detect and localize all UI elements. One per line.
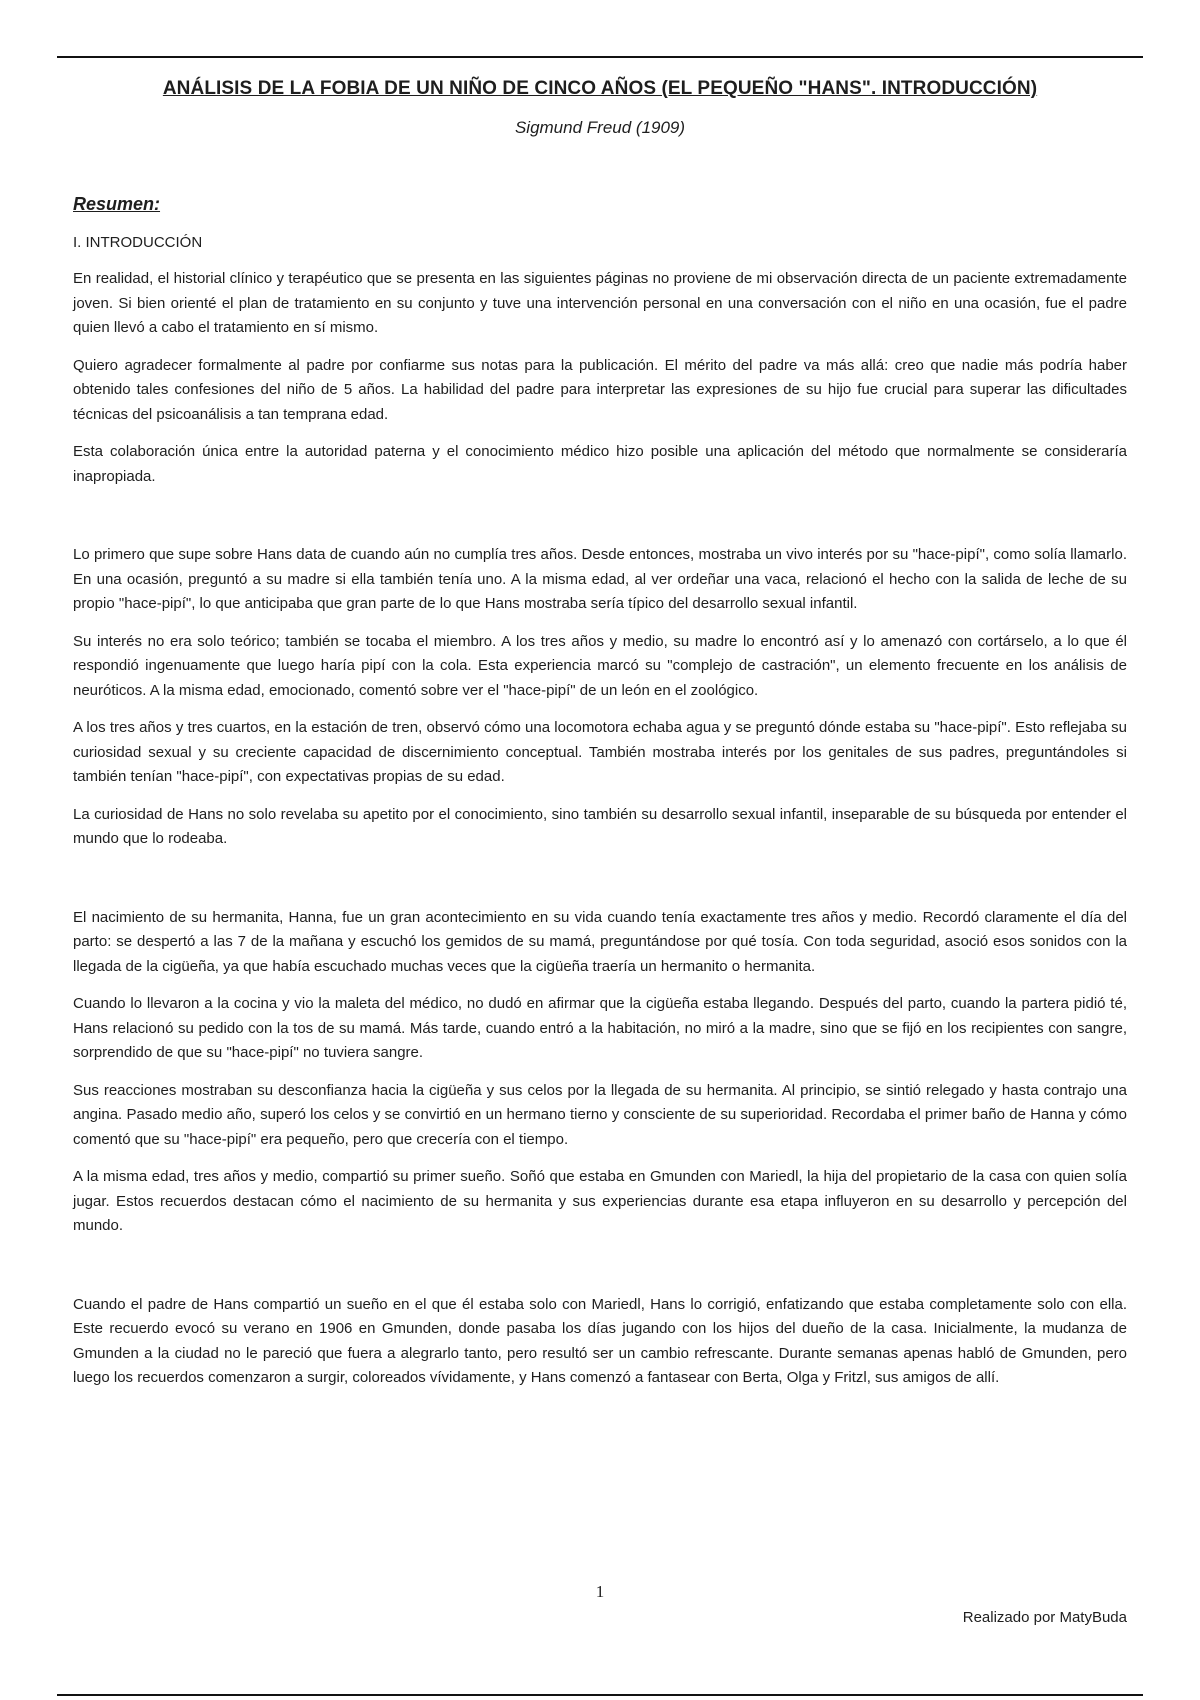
- top-rule: [57, 56, 1143, 58]
- paragraph: A los tres años y tres cuartos, en la estación de tren, observó cómo una locomotora echaba agua y se preguntó dónde estaba su "hace-pipí". Esto reflejaba su curiosidad sexual y su creciente capacidad de discernimiento conceptual. También mostraba interés por los genitales de sus padres, preguntándoles si también tenían "hace-pipí", con expectativas propias de su edad.: [73, 719, 1127, 785]
- document-body: [73, 70, 1127, 1391]
- paragraph: Lo primero que supe sobre Hans data de cuando aún no cumplía tres años. Desde entonces, mostraba un vivo interés por su "hace-pipí", como solía llamarlo. En una ocasión, preguntó a su madre si ella también tenía uno. A la misma edad, al ver ordeñar una vaca, relacionó el hecho con la salida de leche de su propio "hace-pipí", lo que anticipaba que gran parte de lo que Hans mostraba sería típico del desarrollo sexual infantil.: [73, 546, 1127, 612]
- paragraph: Cuando lo llevaron a la cocina y vio la maleta del médico, no dudó en afirmar que la cigüeña estaba llegando. Después del parto, cuando la partera pidió té, Hans relacionó su pedido con la tos de su mamá. Más tarde, cuando entró a la habitación, no miró a la madre, sino que se fijó en los recipientes con sangre, sorprendido de que su "hace-pipí" no tuviera sangre.: [73, 995, 1127, 1061]
- paragraph: Esta colaboración única entre la autoridad paterna y el conocimiento médico hizo posible una aplicación del método que normalmente se consideraría inapropiada.: [73, 443, 1127, 485]
- document-author: Sigmund Freud (1909): [514, 118, 686, 137]
- paragraph: Su interés no era solo teórico; también se tocaba el miembro. A los tres años y medio, su madre lo encontró así y lo amenazó con cortárselo, a lo que él respondió ingenuamente que luego haría pipí con la cola. Esta experiencia marcó su "complejo de castración", un elemento frecuente en los análisis de neuróticos. A la misma edad, emocionado, comentó sobre ver el "hace-pipí" de un león en el zoológico.: [73, 632, 1127, 699]
- paragraph: Sus reacciones mostraban su desconfianza hacia la cigüeña y sus celos por la llegada de su hermanita. Al principio, se sintió relegado y hasta contrajo una angina. Pasado medio año, superó los celos y se convirtió en un hermano tierno y consciente de su superioridad. Recordaba el primer baño de Hanna y cómo comentó que su "hace-pipí" era pequeño, pero que crecería con el tiempo.: [73, 1081, 1127, 1148]
- paragraph: El nacimiento de su hermanita, Hanna, fue un gran acontecimiento en su vida cuando tenía exactamente tres años y medio. Recordó claramente el día del parto: se despertó a las 7 de la mañana y escuchó los gemidos de su mamá, preguntándose por qué tosía. Con toda seguridad, asoció esos sonidos con la llegada de la cigüeña, ya que había escuchado muchas veces que la cigüeña traería un hermanito o hermanita.: [73, 908, 1127, 975]
- author-credit: Realizado por MatyBuda: [962, 1609, 1127, 1626]
- bottom-rule: [57, 1694, 1143, 1696]
- paragraph: A la misma edad, tres años y medio, compartió su primer sueño. Soñó que estaba en Gmunden con Mariedl, la hija del propietario de la casa con quien solía jugar. Estos recuerdos destacan cómo el nacimiento de su hermanita y sus experiencias durante esa etapa influyeron en su desarrollo y percepción del mundo.: [73, 1168, 1127, 1234]
- paragraph: Cuando el padre de Hans compartió un sueño en el que él estaba solo con Mariedl, Hans lo corrigió, enfatizando que estaba completamente solo con ella. Este recuerdo evocó su verano en 1906 en Gmunden, donde pasaba los días jugando con los hijos del dueño de la casa. Inicialmente, la mudanza de Gmunden a la ciudad no le pareció que fuera a alegrarlo tanto, pero resultó ser un cambio refrescante. Durante semanas apenas habló de Gmunden, pero luego los recuerdos comenzaron a surgir, coloreados vívidamente, y Hans comenzó a fantasear con Berta, Olga y Fritzl, sus amigos de allí.: [73, 1295, 1127, 1386]
- summary-label: Resumen:: [73, 194, 161, 214]
- paragraph: En realidad, el historial clínico y terapéutico que se presenta en las siguientes páginas no proviene de mi observación directa de un paciente extremadamente joven. Si bien orienté el plan de tratamiento en su conjunto y tuve una intervención personal en una conversación con el niño en una ocasión, fue el padre quien llevó a cabo el tratamiento en sí mismo.: [73, 270, 1127, 336]
- page-number: 1: [595, 1582, 605, 1601]
- paragraph: La curiosidad de Hans no solo revelaba su apetito por el conocimiento, sino también su desarrollo sexual infantil, inseparable de su búsqueda por entender el mundo que lo rodeaba.: [73, 805, 1127, 847]
- document-title: ANÁLISIS DE LA FOBIA DE UN NIÑO DE CINCO AÑOS (EL PEQUEÑO "HANS". INTRODUCCIÓN): [162, 78, 1038, 99]
- section-heading: I. INTRODUCCIÓN: [73, 234, 203, 251]
- paragraph: Quiero agradecer formalmente al padre por confiarme sus notas para la publicación. El mérito del padre va más allá: creo que nadie más podría haber obtenido tales confesiones del niño de 5 años. La habilidad del padre para interpretar las expresiones de su hijo fue crucial para superar las dificultades técnicas del psicoanálisis a tan temprana edad.: [73, 356, 1127, 423]
